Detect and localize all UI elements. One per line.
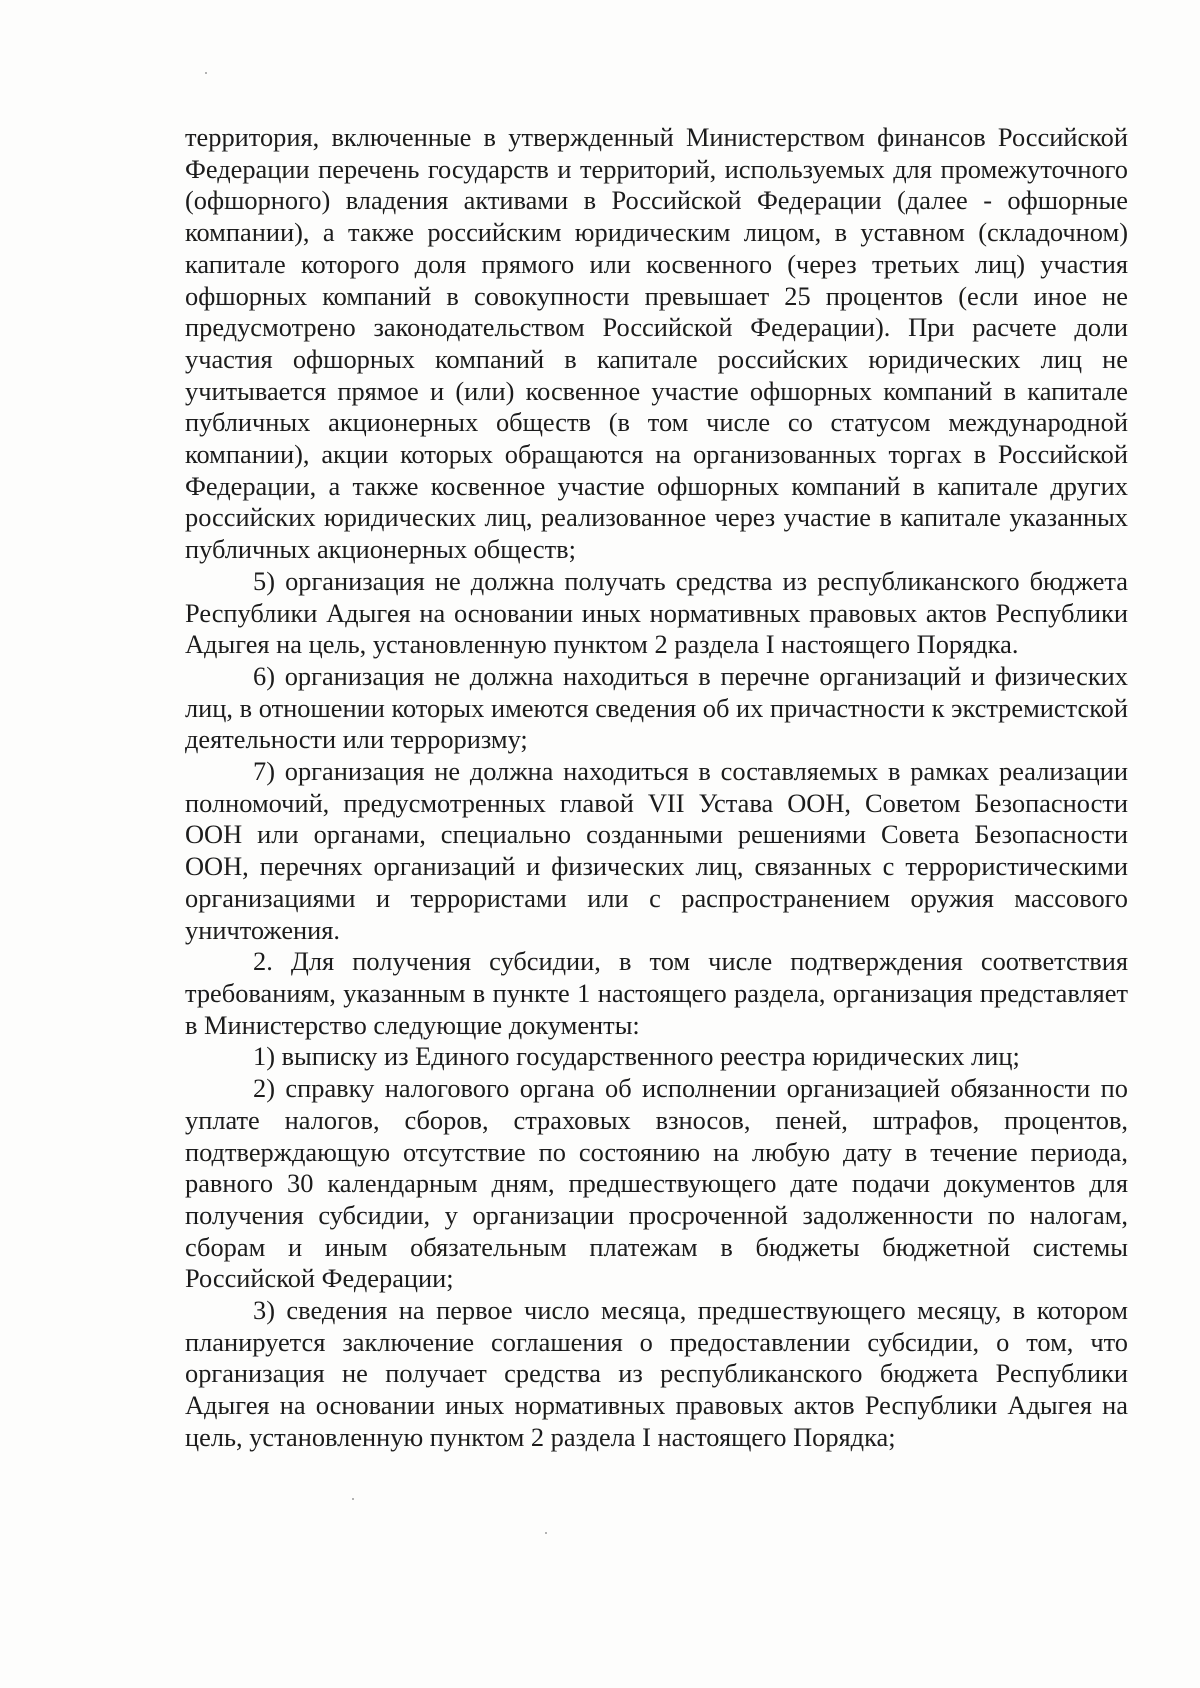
scan-speck bbox=[545, 1532, 547, 1534]
paragraph-offshore-continuation: территория, включенные в утвержденный Министерством финансов Российской Федерации перечень государств и территорий, используемых для промежуточного (офшорного) владения активами в Российской Федерации (далее - офшорные компании), а также российским юридическим лицом, в уставном (складочном) капитале которого доля прямого или косвенного (через третьих лиц) участия офшорных компаний в совокупности превышает 25 процентов (если иное не предусмотрено законодательством Российской Федерации). При расчете доли участия офшорных компаний в капитале российских юридических лиц не учитывается прямое и (или) косвенное участие офшорных компаний в капитале публичных акционерных обществ (в том числе со статусом международной компании), акции которых обращаются на организованных торгах в Российской Федерации, а также косвенное участие офшорных компаний в капитале других российских юридических лиц, реализованное через участие в капитале указанных публичных акционерных обществ; bbox=[185, 122, 1128, 565]
paragraph-doc-2: 2) справку налогового органа об исполнении организацией обязанности по уплате налогов, сборов, страховых взносов, пеней, штрафов, процентов, подтверждающую отсутствие по состоянию на любую дату в течение периода, равного 30 календарным дням, предшествующего дате подачи документов для получения субсидии, у организации просроченной задолженности по налогам, сборам и иным обязательным платежам в бюджеты бюджетной системы Российской Федерации; bbox=[185, 1073, 1128, 1294]
scan-speck bbox=[352, 1498, 354, 1500]
scan-speck bbox=[205, 72, 207, 74]
paragraph-doc-1: 1) выписку из Единого государственного реестра юридических лиц; bbox=[253, 1041, 1020, 1072]
document-body bbox=[185, 122, 1128, 1454]
paragraph-item-6: 6) организация не должна находиться в перечне организаций и физических лиц, в отношении которых имеются сведения об их причастности к экстремистской деятельности или терроризму; bbox=[185, 660, 1128, 755]
paragraph-item-7: 7) организация не должна находиться в составляемых в рамках реализации полномочий, предусмотренных главой VII Устава ООН, Советом Безопасности ООН или органами, специально созданными решениями Совета Безопасности ООН, перечнях организаций и физических лиц, связанных с террористическими организациями и террористами или с распространением оружия массового уничтожения. bbox=[185, 756, 1128, 945]
paragraph-doc-3: 3) сведения на первое число месяца, предшествующего месяцу, в котором планируется заключение соглашения о предоставлении субсидии, о том, что организация не получает средства из республиканского бюджета Республики Адыгея на основании иных нормативных правовых актов Республики Адыгея на цель, установленную пунктом 2 раздела I настоящего Порядка; bbox=[185, 1295, 1128, 1452]
paragraph-item-5: 5) организация не должна получать средства из республиканского бюджета Республики Адыгея на основании иных нормативных правовых актов Республики Адыгея на цель, установленную пунктом 2 раздела I настоящего Порядка. bbox=[185, 565, 1128, 660]
paragraph-section-2: 2. Для получения субсидии, в том числе подтверждения соответствия требованиям, указанным в пункте 1 настоящего раздела, организация представляет в Министерство следующие документы: bbox=[185, 946, 1128, 1040]
